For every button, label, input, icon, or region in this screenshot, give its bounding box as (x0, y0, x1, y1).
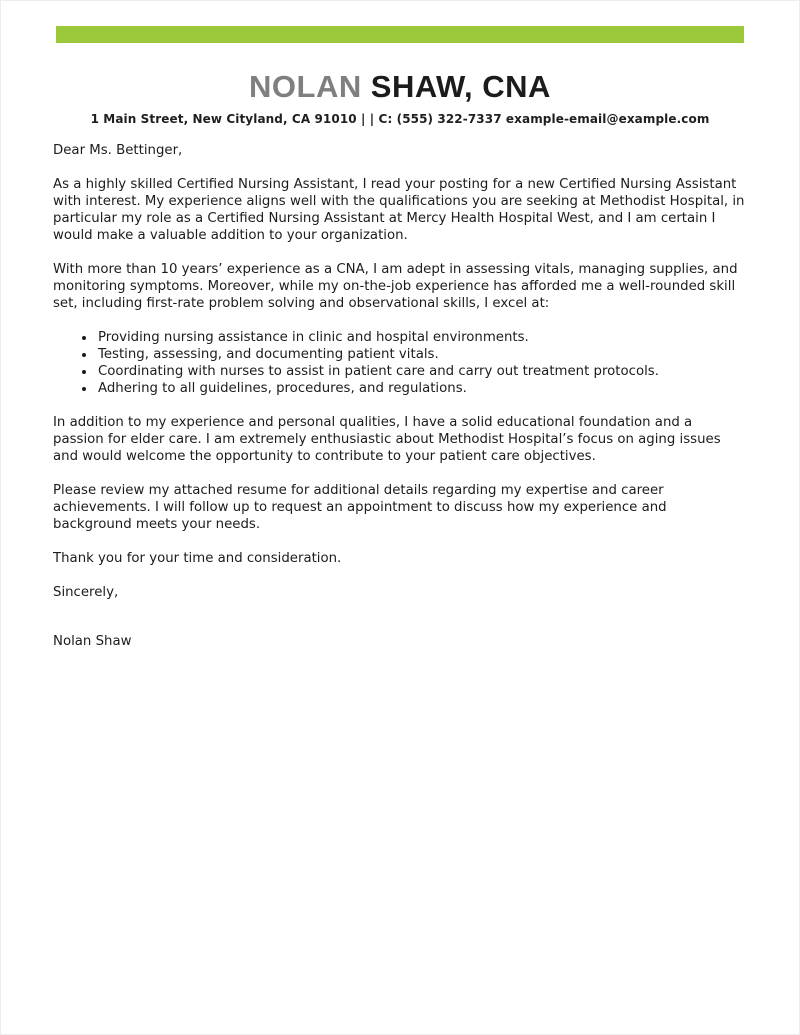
accent-bar (56, 26, 744, 43)
skills-list (53, 329, 747, 397)
skills-item: • Testing, assessing, and documenting patient vitals. (96, 346, 747, 363)
applicant-name (1, 69, 799, 105)
skills-item: • Adhering to all guidelines, procedures, and regulations. (96, 380, 747, 397)
skills-item: • Providing nursing assistance in clinic and hospital environments. (96, 329, 747, 346)
letter-body (53, 142, 747, 650)
paragraph-followup: Please review my attached resume for additional details regarding my expertise and career achievements. I will follow up to request an appointment to discuss how my experience and background meets your needs. (53, 483, 667, 532)
paragraph-experience: With more than 10 years’ experience as a CNA, I am adept in assessing vitals, managing supplies, and monitoring symptoms. Moreover, while my on-the-job experience has afforded me a well-rounded skill set, including first-rate problem solving and observational skills, I excel at: (53, 262, 738, 311)
letter-header (1, 69, 799, 126)
thank-you-line: Thank you for your time and consideration. (53, 551, 342, 566)
contact-line: 1 Main Street, New Cityland, CA 91010 | | C: (555) 322-7337 example-email@example.com (90, 112, 710, 126)
applicant-first-name: NOLAN (249, 69, 362, 104)
salutation: Dear Ms. Bettinger, (53, 143, 183, 158)
paragraph-intro: As a highly skilled Certified Nursing Assistant, I read your posting for a new Certified Nursing Assistant with interest. My experience aligns well with the qualifications you are seeking at Methodist Hospital, in particular my role as a Certified Nursing Assistant at Mercy Health Hospital West, and I am certain I would make a valuable addition to your organization. (53, 177, 745, 243)
signoff: Sincerely, (53, 585, 119, 600)
skills-item: • Coordinating with nurses to assist in patient care and carry out treatment protocols. (96, 363, 747, 380)
signature-name: Nolan Shaw (53, 634, 132, 649)
applicant-last-name: SHAW, CNA (370, 69, 551, 104)
paragraph-education: In addition to my experience and personal qualities, I have a solid educational foundation and a passion for elder care. I am extremely enthusiastic about Methodist Hospital’s focus on aging issues and would welcome the opportunity to contribute to your patient care objectives. (53, 415, 721, 464)
